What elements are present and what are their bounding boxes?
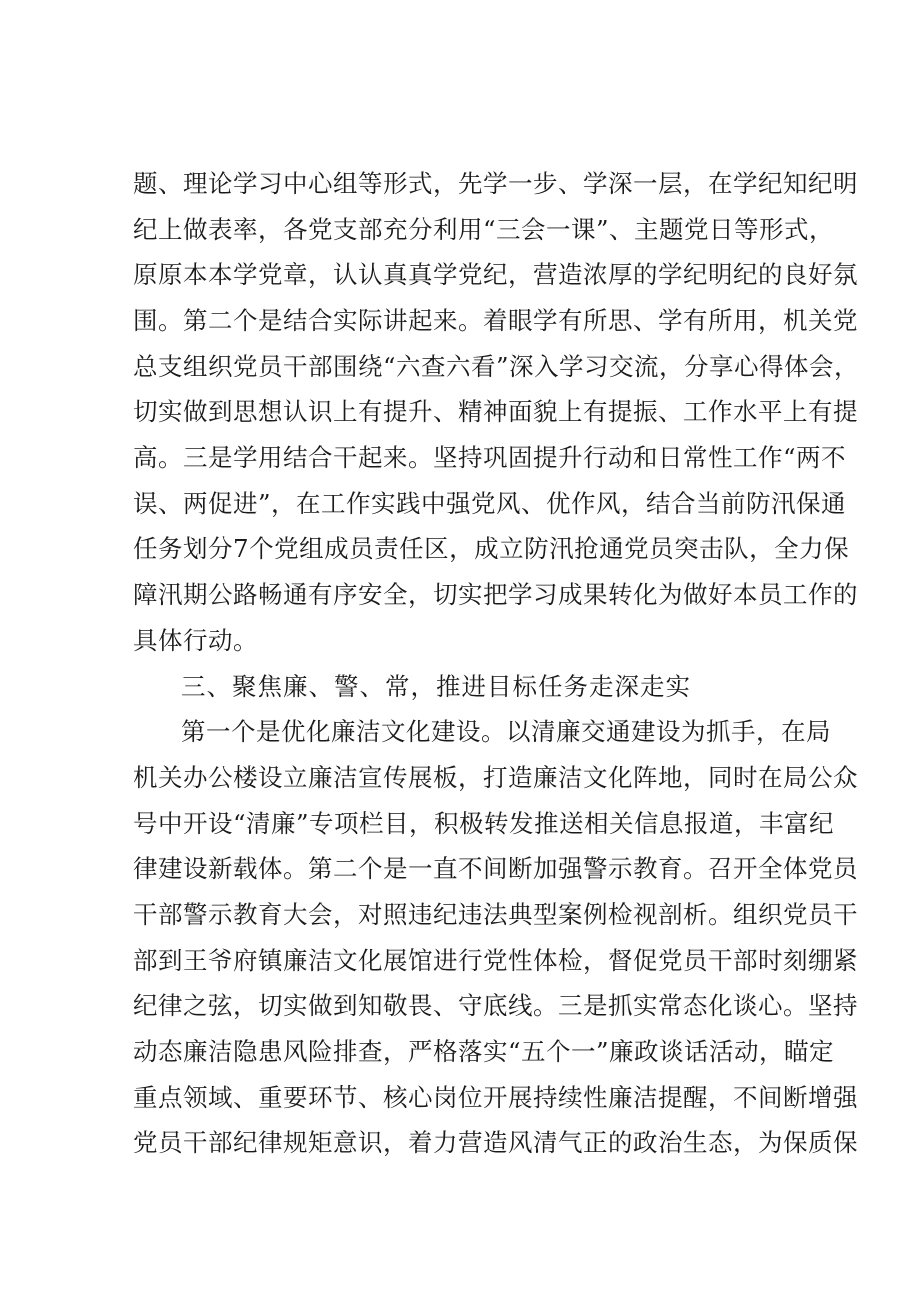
paragraph-1-line-10: 障汛期公路畅通有序安全，切实把学习成果转化为做好本员工作的 [133, 580, 858, 609]
paragraph-1-line-8: 误、两促进”，在工作实践中强党风、优作风，结合当前防汛保通 [133, 489, 847, 518]
paragraph-2-line-9: 重点领域、重要环节、核心岗位开展持续性廉洁提醒，不间断增强 [133, 1083, 858, 1112]
paragraph-1-line-3: 原原本本学党章，认认真真学党纪，营造浓厚的学纪明纪的良好氛 [133, 260, 858, 289]
paragraph-1-line-2: 纪上做表率，各党支部充分利用“三会一课”、主题党日等形式， [133, 215, 835, 244]
paragraph-1-line-9: 任务划分7个党组成员责任区，成立防汛抢通党员突击队，全力保 [133, 534, 850, 563]
paragraph-2-line-8: 动态廉洁隐患风险排查，严格落实“五个一”廉政谈话活动，瞄定 [133, 1037, 835, 1066]
paragraph-1-line-1: 题、理论学习中心组等形式，先学一步、学深一层，在学纪知纪明 [133, 169, 858, 198]
paragraph-2-line-1: 第一个是优化廉洁文化建设。以清廉交通建设为抓手，在局 [181, 717, 831, 746]
paragraph-2-line-5: 干部警示教育大会，对照违纪违法典型案例检视剖析。组织党员干 [133, 900, 858, 929]
paragraph-2-line-2: 机关办公楼设立廉洁宣传展板，打造廉洁文化阵地，同时在局公众 [133, 763, 858, 792]
paragraph-1-line-6: 切实做到思想认识上有提升、精神面貌上有提振、工作水平上有提 [133, 397, 858, 426]
paragraph-2-line-3: 号中开设“清廉”专项栏目，积极转发推送相关信息报道，丰富纪 [133, 809, 835, 838]
paragraph-2-line-10: 党员干部纪律规矩意识，着力营造风清气正的政治生态，为保质保 [133, 1128, 858, 1157]
paragraph-2-line-4: 律建设新载体。第二个是一直不间断加强警示教育。召开全体党员 [133, 854, 858, 883]
paragraph-2-line-7: 纪律之弦，切实做到知敬畏、守底线。三是抓实常态化谈心。坚持 [133, 991, 858, 1020]
paragraph-1-line-7: 高。三是学用结合干起来。坚持巩固提升行动和日常性工作“两不 [133, 443, 847, 472]
paragraph-1-line-4: 围。第二个是结合实际讲起来。着眼学有所思、学有所用，机关党 [133, 306, 858, 335]
paragraph-1-line-5: 总支组织党员干部围绕“六查六看”深入学习交流，分享心得体会， [133, 352, 860, 381]
paragraph-2-line-6: 部到王爷府镇廉洁文化展馆进行党性体检，督促党员干部时刻绷紧 [133, 946, 858, 975]
section-heading: 三、聚焦廉、警、常，推进目标任务走深走实 [181, 672, 691, 701]
paragraph-1-line-11: 具体行动。 [133, 626, 258, 655]
